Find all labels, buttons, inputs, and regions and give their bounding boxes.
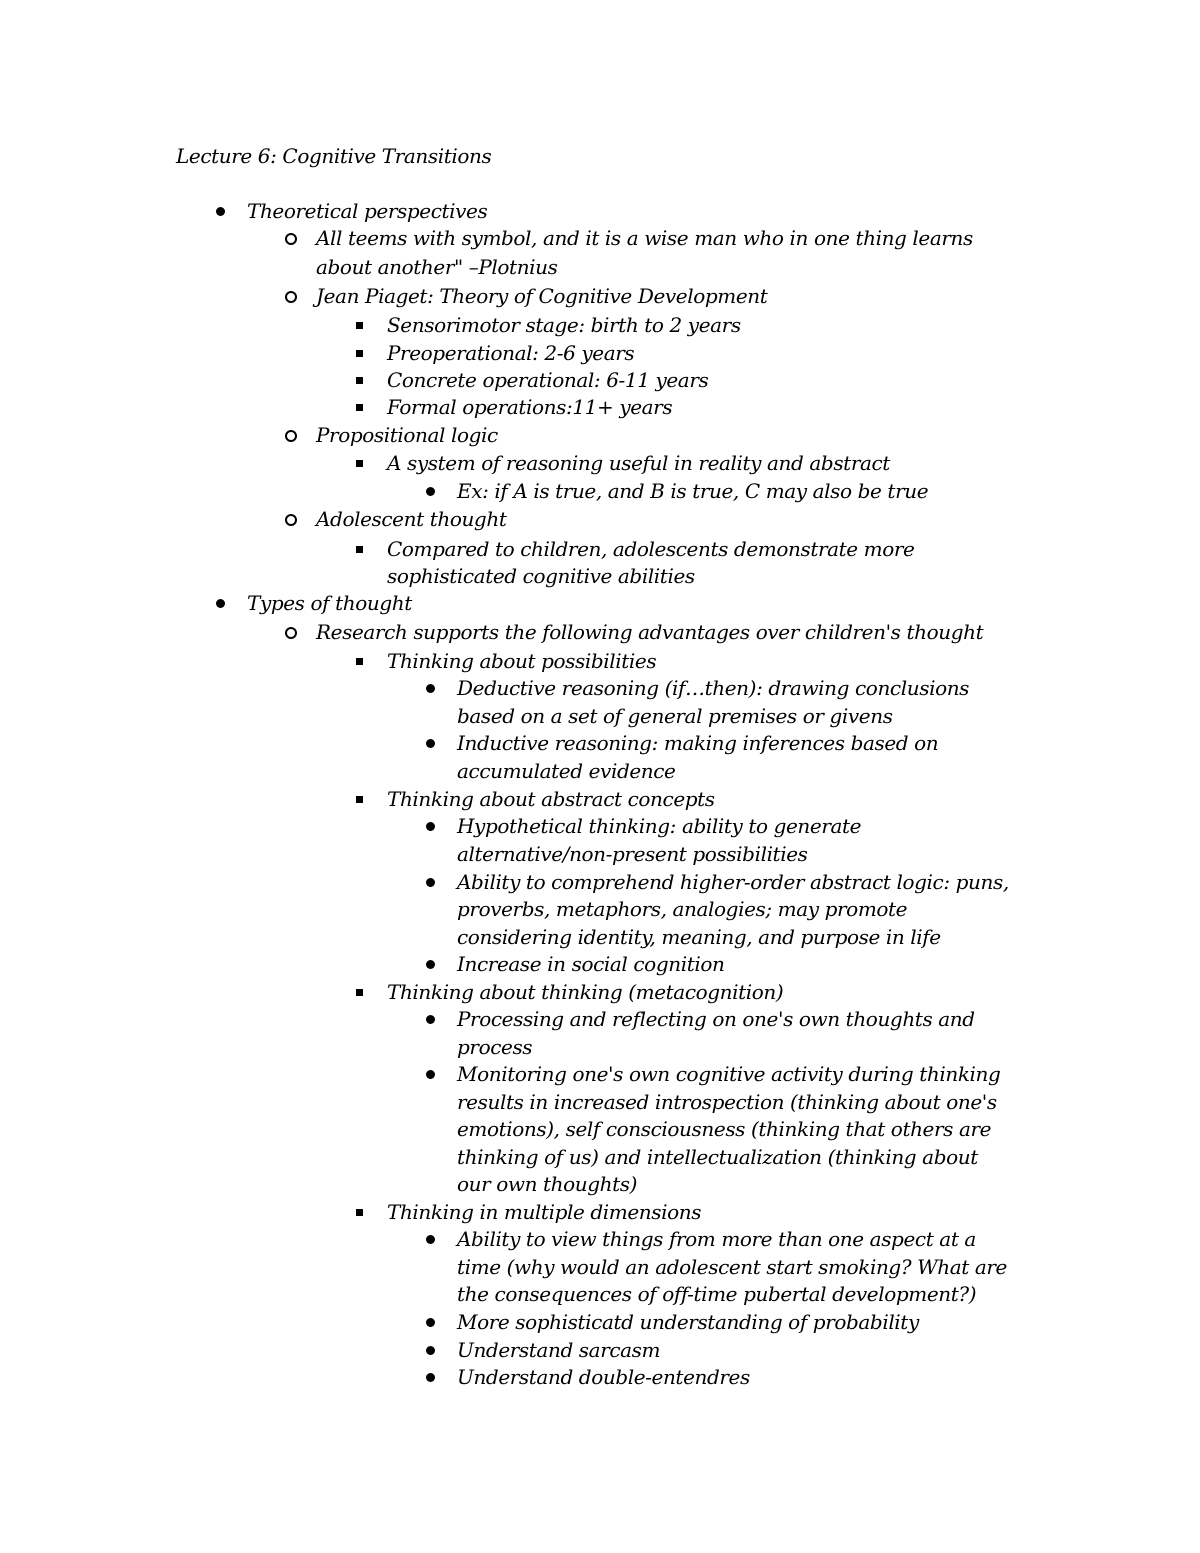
bullet-square-icon bbox=[356, 404, 363, 411]
list-item: Hypothetical thinking: ability to generate bbox=[457, 814, 862, 838]
list-item: Deductive reasoning (if…then): drawing conclusions bbox=[457, 676, 970, 700]
list-item-continuation: alternative/non-present possibilities bbox=[457, 842, 808, 866]
list-item: Types of thought bbox=[247, 591, 412, 615]
bullet-circle-icon bbox=[285, 514, 297, 526]
bullet-dot-icon bbox=[426, 739, 435, 748]
list-item: Understand sarcasm bbox=[457, 1338, 661, 1362]
list-item-continuation: our own thoughts) bbox=[457, 1172, 638, 1196]
list-item-continuation: emotions), self consciousness (thinking that others are bbox=[457, 1117, 992, 1141]
list-item: Understand double-entendres bbox=[457, 1365, 750, 1389]
bullet-square-icon bbox=[356, 546, 363, 553]
list-item: Sensorimotor stage: birth to 2 years bbox=[387, 313, 741, 337]
list-item: All teems with symbol, and it is a wise man who in one thing learns bbox=[316, 226, 973, 250]
list-item: Concrete operational: 6-11 years bbox=[387, 368, 709, 392]
bullet-dot-icon bbox=[426, 684, 435, 693]
list-item: More sophisticatd understanding of probability bbox=[457, 1310, 919, 1334]
list-item: Processing and reflecting on one's own thoughts and bbox=[457, 1007, 975, 1031]
list-item-continuation: thinking of us) and intellectualization (thinking about bbox=[457, 1145, 978, 1169]
list-item-continuation: based on a set of general premises or givens bbox=[457, 704, 893, 728]
list-item: Monitoring one's own cognitive activity during thinking bbox=[457, 1062, 1001, 1086]
bullet-square-icon bbox=[356, 658, 363, 665]
bullet-dot-icon bbox=[216, 599, 225, 608]
list-item: Formal operations:11+ years bbox=[387, 395, 673, 419]
bullet-dot-icon bbox=[216, 207, 225, 216]
bullet-dot-icon bbox=[426, 487, 435, 496]
bullet-circle-icon bbox=[285, 430, 297, 442]
list-item-continuation: time (why would an adolescent start smoking? What are bbox=[457, 1255, 1007, 1279]
list-item: Jean Piaget: Theory of Cognitive Development bbox=[316, 284, 768, 308]
bullet-dot-icon bbox=[426, 1346, 435, 1355]
list-item: Thinking about abstract concepts bbox=[387, 787, 715, 811]
list-item-continuation: accumulated evidence bbox=[457, 759, 676, 783]
bullet-square-icon bbox=[356, 460, 363, 467]
bullet-square-icon bbox=[356, 796, 363, 803]
bullet-square-icon bbox=[356, 1209, 363, 1216]
bullet-square-icon bbox=[356, 377, 363, 384]
list-item-continuation: sophisticated cognitive abilities bbox=[387, 564, 695, 588]
list-item-continuation: considering identity, meaning, and purpose in life bbox=[457, 925, 941, 949]
bullet-square-icon bbox=[356, 322, 363, 329]
list-item: Theoretical perspectives bbox=[247, 199, 488, 223]
list-item: Preoperational: 2-6 years bbox=[387, 341, 635, 365]
list-item: Ability to comprehend higher-order abstract logic: puns, bbox=[457, 870, 1009, 894]
bullet-dot-icon bbox=[426, 822, 435, 831]
bullet-dot-icon bbox=[426, 1373, 435, 1382]
list-item: Research supports the following advantages over children's thought bbox=[316, 620, 984, 644]
list-item: Thinking about possibilities bbox=[387, 649, 657, 673]
list-item: Increase in social cognition bbox=[457, 952, 725, 976]
bullet-dot-icon bbox=[426, 1235, 435, 1244]
bullet-circle-icon bbox=[285, 291, 297, 303]
list-item: Thinking about thinking (metacognition) bbox=[387, 980, 784, 1004]
document-title: Lecture 6: Cognitive Transitions bbox=[176, 144, 492, 168]
list-item-continuation: proverbs, metaphors, analogies; may promote bbox=[457, 897, 908, 921]
bullet-circle-icon bbox=[285, 627, 297, 639]
bullet-dot-icon bbox=[426, 960, 435, 969]
bullet-dot-icon bbox=[426, 1015, 435, 1024]
list-item-continuation: process bbox=[457, 1035, 533, 1059]
bullet-circle-icon bbox=[285, 233, 297, 245]
list-item: Compared to children, adolescents demonstrate more bbox=[387, 537, 915, 561]
list-item: Adolescent thought bbox=[316, 507, 507, 531]
list-item: A system of reasoning useful in reality and abstract bbox=[387, 451, 890, 475]
list-item-continuation: about another" –Plotnius bbox=[316, 255, 558, 279]
list-item: Inductive reasoning: making inferences based on bbox=[457, 731, 939, 755]
list-item-continuation: results in increased introspection (thinking about one's bbox=[457, 1090, 997, 1114]
bullet-square-icon bbox=[356, 350, 363, 357]
list-item: Thinking in multiple dimensions bbox=[387, 1200, 702, 1224]
list-item-continuation: the consequences of off-time pubertal development?) bbox=[457, 1282, 977, 1306]
bullet-dot-icon bbox=[426, 1318, 435, 1327]
bullet-dot-icon bbox=[426, 878, 435, 887]
list-item: Propositional logic bbox=[316, 423, 498, 447]
bullet-square-icon bbox=[356, 989, 363, 996]
list-item: Ability to view things from more than one aspect at a bbox=[457, 1227, 976, 1251]
bullet-dot-icon bbox=[426, 1070, 435, 1079]
list-item: Ex: if A is true, and B is true, C may also be true bbox=[457, 479, 929, 503]
